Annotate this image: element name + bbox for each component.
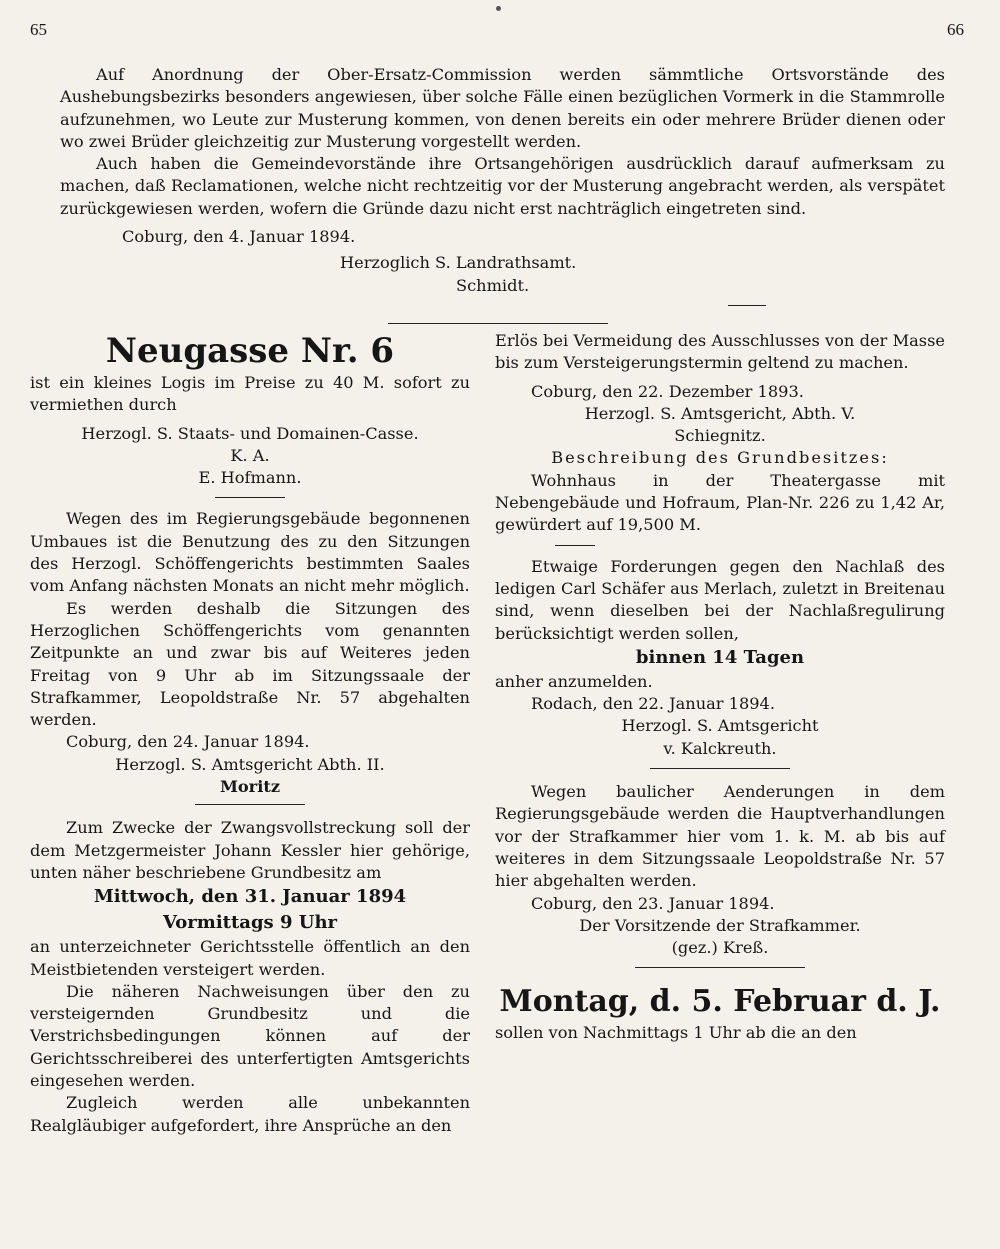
estate-signature: v. Kalckreuth. xyxy=(663,738,777,758)
top-office: Herzoglich S. Landrathsamt. xyxy=(340,253,577,273)
divider xyxy=(728,305,766,306)
page-number-right: 66 xyxy=(947,20,964,39)
property-description-heading: Beschreibung des Grundbesitzes: xyxy=(551,448,889,468)
top-paragraph-1: Auf Anordnung der Ober-Ersatz-Commission werden sämmtliche Ortsvorstände des Aushebungsbezirks besonders angewiesen, über solche Fälle einen bezüglichen Vormerk in die Stammrolle aufzunehmen, wo Leute zur Musterung kommen, von denen bereits ein oder mehrere Brüder dienen oder wo zwei Brüder gleichzeitig zur Musterung vorgestellt werden. xyxy=(60,65,945,151)
auction-continued-signature: Schiegnitz. xyxy=(674,426,766,446)
page-number-left: 65 xyxy=(30,20,47,39)
auction-paragraph-3: Die näheren Nachweisungen über den zu versteigernden Grundbesitz und die Verstrichsbedingungen können auf der Gerichtsschreiberei des unterfertigten Amtsgerichts eingesehen werden. xyxy=(30,981,470,1091)
auction-continued-date: Coburg, den 22. Dezember 1893. xyxy=(531,381,804,401)
notice-umbau-signature: Moritz xyxy=(219,777,281,797)
auction-paragraph-2: an unterzeichneter Gerichtsstelle öffentlich an den Meistbietenden versteigert werden. xyxy=(30,937,470,979)
court-notice-signature: (gez.) Kreß. xyxy=(671,938,769,958)
auction-date: Mittwoch, den 31. Januar 1894 xyxy=(93,886,407,908)
divider xyxy=(555,545,595,546)
divider xyxy=(388,323,608,324)
ad-office-casse: Herzogl. S. Staats- und Domainen-Casse. xyxy=(81,423,419,443)
ad-signature-hofmann: E. Hofmann. xyxy=(198,468,302,488)
auction-continued-office: Herzogl. S. Amtsgericht, Abth. V. xyxy=(584,403,856,423)
top-paragraph-2: Auch haben die Gemeindevorstände ihre Ortsangehörigen ausdrücklich darauf aufmerksam zu machen, daß Reclamationen, welche nicht rechtzeitig vor der Musterung angebracht werden, als verspätet zurückgewiesen werden, wofern die Gründe dazu nicht erst nachträglich eingetreten sind. xyxy=(60,154,945,218)
property-description-text: Wohnhaus in der Theatergasse mit Nebengebäude und Hofraum, Plan-Nr. 226 zu 1,42 Ar, gewürdert auf 19,500 M. xyxy=(495,470,945,535)
auction-continued-text: Erlös bei Vermeidung des Ausschlusses von der Masse bis zum Versteigerungstermin geltend zu machen. xyxy=(495,331,945,373)
notice-umbau-date: Coburg, den 24. Januar 1894. xyxy=(66,732,310,752)
ad-title-neugasse: Neugasse Nr. 6 xyxy=(105,331,395,371)
notice-umbau-paragraph-2: Es werden deshalb die Sitzungen des Herzoglichen Schöffengerichts vom genannten Zeitpunkte an und zwar bis auf Weiteres jeden Freitag von 9 Uhr ab im Sitzungssaale der Strafkammer, Leopoldstraße Nr. 57 abgehalten werden. xyxy=(30,598,470,730)
auction-paragraph-4: Zugleich werden alle unbekannten Realgläubiger aufgefordert, ihre Ansprüche an den xyxy=(30,1093,470,1135)
auction-time: Vormittags 9 Uhr xyxy=(162,912,338,934)
estate-office: Herzogl. S. Amtsgericht xyxy=(621,716,819,736)
top-date: Coburg, den 4. Januar 1894. xyxy=(122,227,356,247)
notice-umbau-office: Herzogl. S. Amtsgericht Abth. II. xyxy=(115,754,385,774)
estate-date: Rodach, den 22. Januar 1894. xyxy=(531,694,775,714)
right-column xyxy=(495,330,945,1045)
left-column xyxy=(30,330,470,1137)
estate-deadline: binnen 14 Tagen xyxy=(635,646,805,668)
top-notice xyxy=(60,64,945,297)
auction-monday-title: Montag, d. 5. Februar d. J. xyxy=(499,984,941,1020)
ad-text-logis: ist ein kleines Logis im Preise zu 40 M. sofort zu vermiethen durch xyxy=(30,373,470,415)
estate-paragraph-1: Etwaige Forderungen gegen den Nachlaß des ledigen Carl Schäfer aus Merlach, zuletzt in Breitenau sind, wenn dieselben bei der Nachlaßregulirung berücksichtigt werden sollen, xyxy=(495,556,945,643)
ad-ka: K. A. xyxy=(230,445,270,465)
divider xyxy=(650,768,790,769)
notice-umbau-paragraph-1: Wegen des im Regierungsgebäude begonnenen Umbaues ist die Benutzung des zu den Sitzungen des Herzogl. Schöffengerichts bestimmten Saales vom Anfang nächsten Monats an nicht mehr möglich. xyxy=(30,509,470,596)
auction-monday-text: sollen von Nachmittags 1 Uhr ab die an den xyxy=(495,1023,857,1043)
divider xyxy=(215,497,285,498)
estate-paragraph-2: anher anzumelden. xyxy=(495,671,653,691)
auction-paragraph-1: Zum Zwecke der Zwangsvollstreckung soll der dem Metzgermeister Johann Kessler hier gehörige, unten näher beschriebene Grundbesitz am xyxy=(30,818,470,882)
court-notice-date: Coburg, den 23. Januar 1894. xyxy=(531,893,775,913)
divider xyxy=(195,804,305,805)
court-notice-paragraph: Wegen baulicher Aenderungen in dem Regierungsgebäude werden die Hauptverhandlungen vor der Strafkammer hier vom 1. k. M. ab bis auf weiteres in dem Sitzungssaale Leopoldstraße Nr. 57 hier abgehalten werden. xyxy=(495,782,945,891)
ink-dot xyxy=(496,6,501,11)
court-notice-office: Der Vorsitzende der Strafkammer. xyxy=(579,915,861,935)
divider xyxy=(635,967,805,968)
top-signature: Schmidt. xyxy=(456,275,530,295)
